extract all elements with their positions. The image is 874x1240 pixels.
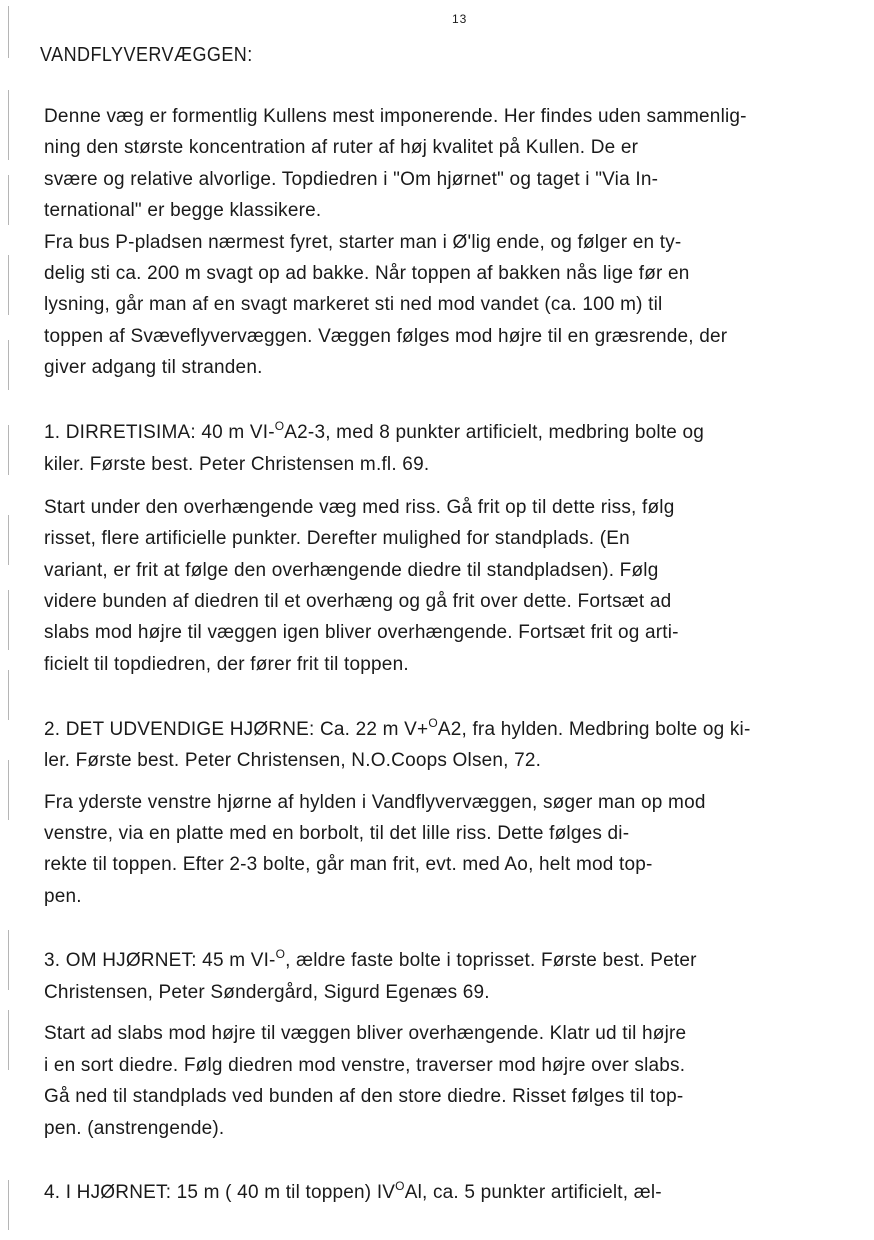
route-heading-text: 2. DET UDVENDIGE HJØRNE: Ca. 22 m V+ [44,719,429,740]
text-line: Denne væg er formentlig Kullens mest imponerende. Her findes uden sammenlig- [44,106,747,127]
route-heading-text: 1. DIRRETISIMA: 40 m VI- [44,422,275,443]
grade-superscript: O [275,947,286,961]
scan-edge-mark [8,515,9,565]
text-line: ler. Første best. Peter Christensen, N.O.Coops Olsen, 72. [44,750,542,771]
text-line: svære og relative alvorlige. Topdiedren i "Om hjørnet" og taget i "Via In- [44,169,659,190]
route-heading-text: 3. OM HJØRNET: 45 m VI- [44,950,276,971]
text-line: Fra yderste venstre hjørne af hylden i Vandflyvervæggen, søger man op mod [44,792,706,813]
route-heading [44,716,750,744]
route-heading [44,947,697,975]
text-line: variant, er frit at følge den overhængende diedre til standpladsen). Følg [44,560,659,581]
route-heading-tail: A2-3, med 8 punkter artificielt, medbring bolte og [284,422,705,443]
route-heading [44,1179,662,1207]
text-line: giver adgang til stranden. [44,357,263,378]
scan-edge-mark [8,670,9,720]
text-line: videre bunden af diedren til et overhæng og gå frit over dette. Fortsæt ad [44,591,672,612]
scan-edge-mark [8,90,9,160]
text-line: lysning, går man af en svagt markeret sti ned mod vandet (ca. 100 m) til [44,294,663,315]
text-line: ning den største koncentration af ruter af høj kvalitet på Kullen. De er [44,137,639,158]
text-line: pen. (anstrengende). [44,1118,225,1139]
text-line: Start under den overhængende væg med riss. Gå frit op til dette riss, følg [44,497,675,518]
text-line: Fra bus P-pladsen nærmest fyret, starter man i Ø'lig ende, og følger en ty- [44,232,682,253]
route-heading-tail: A2, fra hylden. Medbring bolte og ki- [437,719,751,740]
route-heading-tail: , ældre faste bolte i toprisset. Første best. Peter [285,950,697,971]
scan-edge-mark [8,760,9,820]
grade-superscript: O [428,716,438,730]
text-line: Start ad slabs mod højre til væggen bliver overhængende. Klatr ud til højre [44,1023,687,1044]
text-line: kiler. Første best. Peter Christensen m.fl. 69. [44,454,430,475]
scan-edge-mark [8,1180,9,1230]
scan-edge-mark [8,340,9,390]
grade-superscript: O [395,1179,405,1193]
section-title: VANDFLYVERVÆGGEN: [40,44,253,66]
route-heading-text: 4. I HJØRNET: 15 m ( 40 m til toppen) IV [44,1182,396,1203]
grade-superscript: O [274,419,285,433]
text-line: Gå ned til standplads ved bunden af den store diedre. Risset følges til top- [44,1086,684,1107]
scan-edge-mark [8,175,9,225]
scan-edge-mark [8,930,9,990]
text-line: toppen af Svæveflyvervæggen. Væggen følges mod højre til en græsrende, der [44,326,728,347]
text-line: ternational" er begge klassikere. [44,200,322,221]
text-line: venstre, via en platte med en borbolt, til det lille riss. Dette følges di- [44,823,630,844]
scan-edge-mark [8,425,9,475]
text-line: pen. [44,886,82,907]
text-line: slabs mod højre til væggen igen bliver overhængende. Fortsæt frit og arti- [44,622,679,643]
scan-edge-mark [8,6,9,58]
text-line: rekte til toppen. Efter 2-3 bolte, går man frit, evt. med Ao, helt mod top- [44,854,653,875]
text-line: Christensen, Peter Søndergård, Sigurd Egenæs 69. [44,982,490,1003]
text-line: ficielt til topdiedren, der fører frit til toppen. [44,654,409,675]
text-line: risset, flere artificielle punkter. Derefter mulighed for standplads. (En [44,528,630,549]
scan-edge-mark [8,590,9,650]
text-line: delig sti ca. 200 m svagt op ad bakke. Når toppen af bakken nås lige før en [44,263,690,284]
text-line: i en sort diedre. Følg diedren mod venstre, traverser mod højre over slabs. [44,1055,686,1076]
scan-edge-mark [8,1010,9,1070]
page-number: 13 [452,12,468,26]
scan-edge-mark [8,255,9,315]
route-heading-tail: Al, ca. 5 punkter artificielt, æl- [404,1182,662,1203]
route-heading [44,419,704,447]
